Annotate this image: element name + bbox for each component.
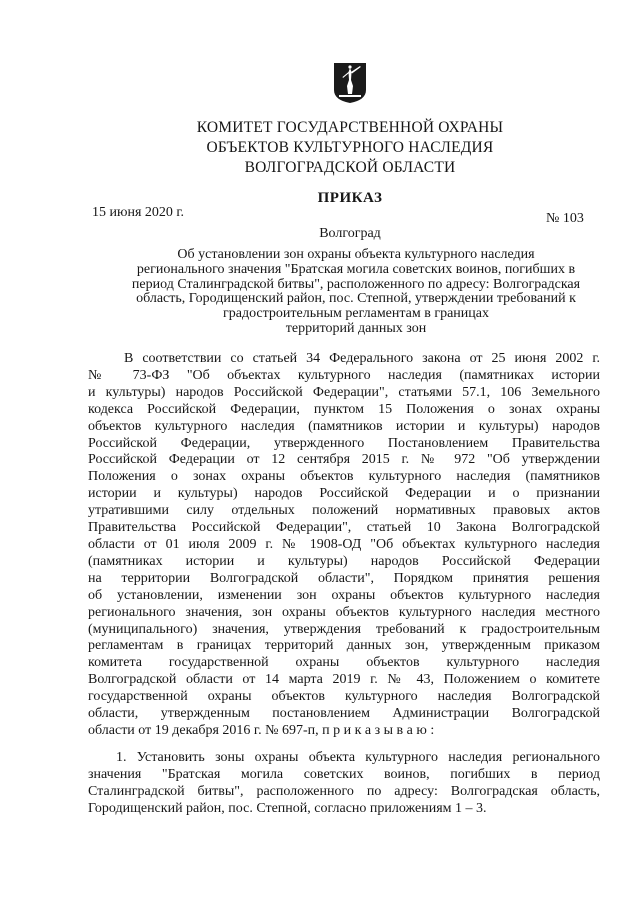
body-line: утратившими силу отдельных положений нормативных правовых актов xyxy=(88,503,600,519)
preamble-paragraph xyxy=(88,351,600,740)
body-line: Правительства Российской Федерации", статьей 10 Закона Волгоградской xyxy=(88,520,600,536)
volgograd-emblem-icon xyxy=(333,62,367,104)
body-line: Волгоградской области от 14 марта 2019 г. № 43, Положением о комитете xyxy=(88,672,600,688)
order-item-1 xyxy=(88,749,600,817)
body-line: Положения о зонах охраны объектов культурного наследия (памятников xyxy=(88,469,600,485)
subject-line: градостроительным регламентам в границах xyxy=(222,306,489,322)
body-line: области, утвержденным постановлением Администрации Волгоградской xyxy=(88,706,600,722)
subject-line: регионального значения "Братская могила советских воинов, погибших в xyxy=(136,261,576,277)
body-line: объектов культурного наследия (памятников истории и культуры) народов xyxy=(88,418,600,434)
body-line: регионального значения, зон охраны объектов культурного наследия местного xyxy=(88,604,600,620)
body-line: № 73-ФЗ "Об объектах культурного наследия (памятниках истории xyxy=(88,367,600,383)
committee-line-2: ОБЪЕКТОВ КУЛЬТУРНОГО НАСЛЕДИЯ xyxy=(206,139,494,156)
body-line: области от 19 декабря 2016 г. № 697-п, п р и к а з ы в а ю : xyxy=(88,722,435,738)
body-line: государственной охраны объектов культурного наследия Волгоградской xyxy=(88,689,600,705)
committee-line-3: ВОЛГОГРАДСКОЙ ОБЛАСТИ xyxy=(244,159,456,176)
body-line: Российской Федерации от 12 сентября 2015 г. № 972 "Об утверждении xyxy=(88,452,600,468)
item-line: значения "Братская могила советских воинов, погибших в период xyxy=(88,767,600,782)
order-number: № 103 xyxy=(546,211,584,226)
body-line: комитета государственной охраны объектов культурного наследия xyxy=(88,655,600,671)
order-title: ПРИКАЗ xyxy=(317,190,383,206)
subject-line: период Сталинградской битвы", расположенного по адресу: Волгоградская xyxy=(131,276,581,292)
body-line: об установлении, изменении зон охраны объектов культурного наследия xyxy=(88,587,600,603)
item-line: Городищенский район, пос. Степной, согласно приложениям 1 – 3. xyxy=(88,801,487,816)
committee-line-1: КОМИТЕТ ГОСУДАРСТВЕННОЙ ОХРАНЫ xyxy=(196,119,504,136)
body-line: кодекса Российской Федерации, пунктом 15 Положения о зонах охраны xyxy=(88,401,600,417)
subject-line: Об установлении зон охраны объекта культурного наследия xyxy=(177,247,535,262)
body-line: регламентам в границах территорий данных зон, утвержденным приказом xyxy=(88,638,600,654)
body-line: В соответствии со статьей 34 Федерального закона от 25 июня 2002 г. xyxy=(124,351,600,366)
committee-name xyxy=(150,118,550,178)
body-line: области от 01 июля 2009 г. № 1908-ОД "Об объектах культурного наследия xyxy=(88,536,600,552)
body-line: (памятниках истории и культуры) народов Российской Федерации xyxy=(88,553,600,569)
subject-line: область, Городищенский район, пос. Степной, утверждении требований к xyxy=(136,291,576,307)
item-line: 1. Установить зоны охраны объекта культурного наследия регионального xyxy=(116,750,600,765)
order-date: 15 июня 2020 г. xyxy=(92,205,185,220)
body-line: Российской Федерации, утвержденного Постановлением Правительства xyxy=(88,435,600,451)
body-line: и культуры) народов Российской Федерации", статьями 57.1, 106 Земельного xyxy=(88,384,600,400)
order-subject xyxy=(96,248,616,337)
item-line: Сталинградской битвы", расположенного по адресу: Волгоградская область, xyxy=(88,784,600,799)
body-line: (муниципального) значения, утверждения требований к градостроительным xyxy=(88,621,600,637)
body-line: истории и культуры) народов Российской Федерации и о признании xyxy=(88,486,600,502)
subject-line: территорий данных зон xyxy=(285,320,427,336)
body-line: на территории Волгоградской области", Порядком принятия решения xyxy=(88,570,600,586)
order-city: Волгоград xyxy=(319,226,381,241)
